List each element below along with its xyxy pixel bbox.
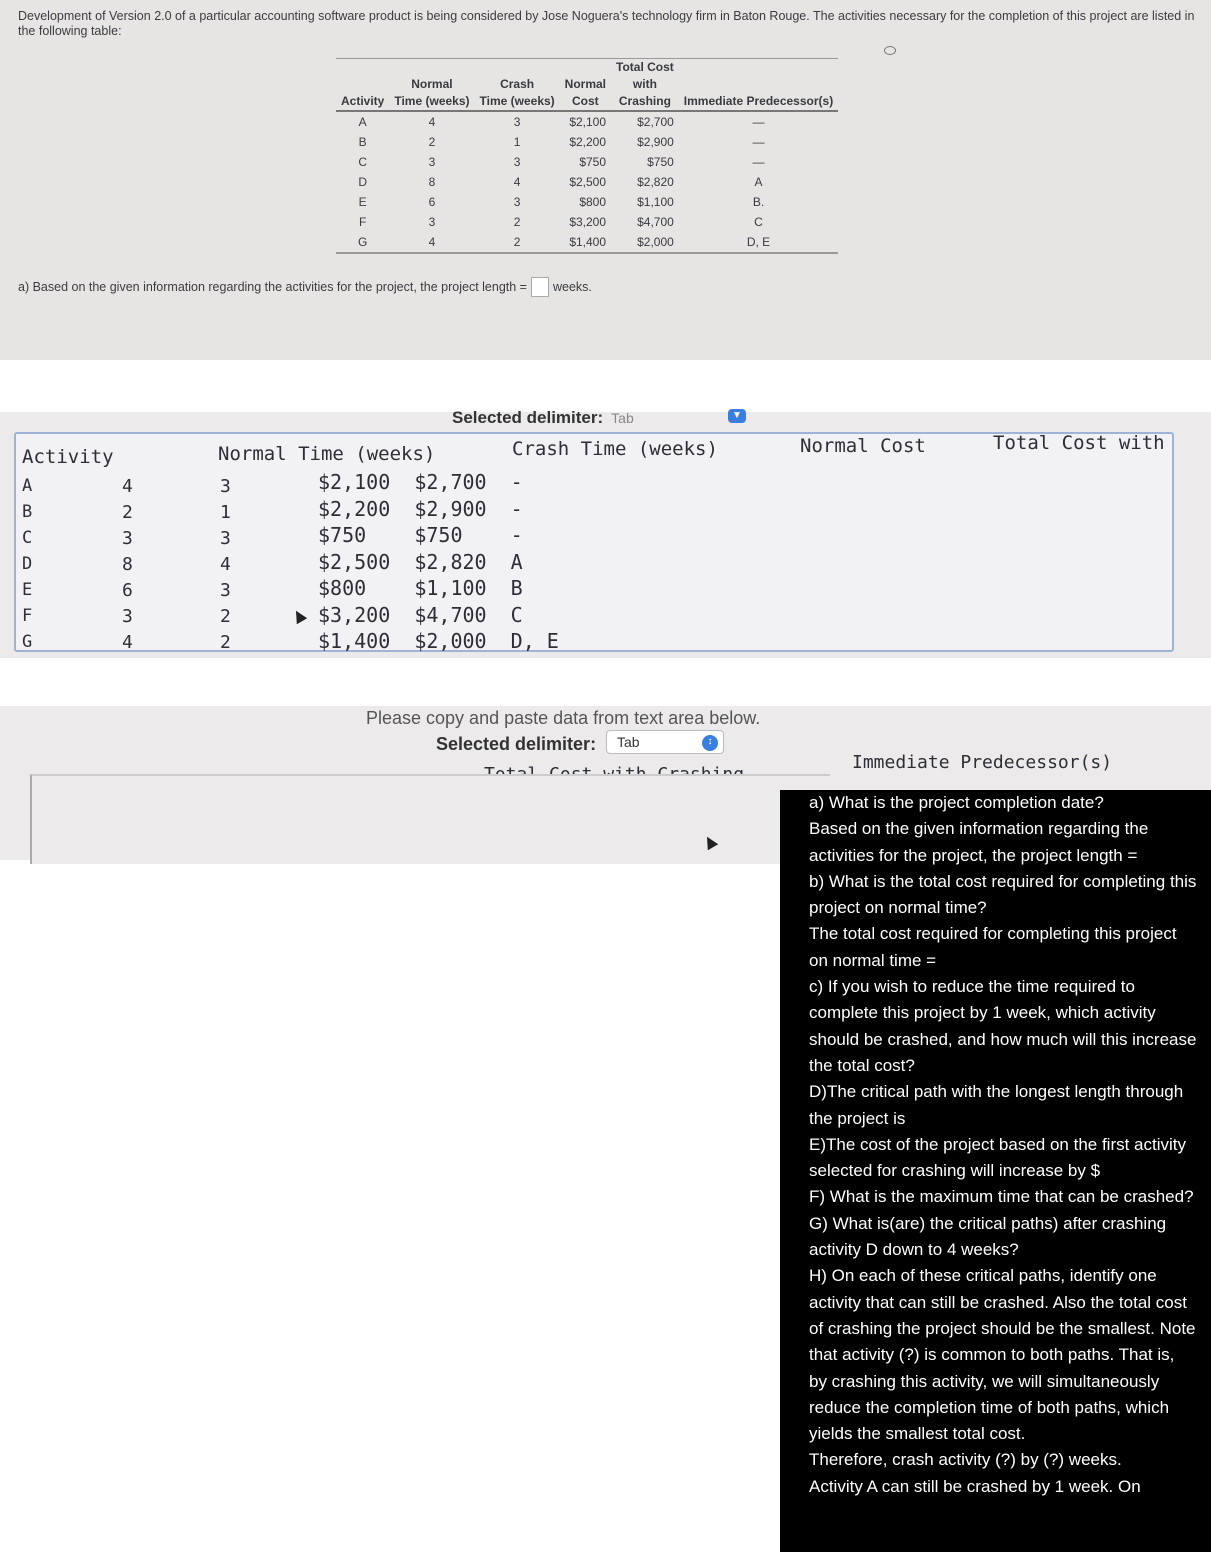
link-icon (884, 46, 896, 55)
cell-normal-cost: $750 (579, 155, 607, 169)
cell-normal-time: 3 (428, 215, 436, 229)
cell-pred: B. (752, 195, 765, 209)
header-cost: Cost (560, 93, 611, 111)
cell-normal-cost: $2,500 (569, 175, 607, 189)
cell-normal-time: 4 (428, 115, 436, 129)
col_costs-cell: $2,200 $2,900 - (318, 496, 523, 521)
letters-cell: C (22, 528, 33, 548)
question-line: H) On each of these critical paths, identify one activity that can still be crashed. Also the total cost of crashing the project should be the smallest. Note that activity (?) is common to both paths. That is, by crashing this activity, we will simultaneously reduce the completion time of both paths, which yields the smallest total cost. (809, 1266, 1196, 1444)
cell-normal-time: 3 (428, 155, 436, 169)
table-row (336, 192, 838, 212)
col_crash-cell: 4 (220, 554, 231, 575)
header-crash-time: Time (weeks) (475, 93, 560, 111)
cell-activity: B (358, 135, 367, 149)
table-row (336, 212, 838, 232)
question-line: a) What is the project completion date? (809, 793, 1104, 812)
delimiter-select-value: Tab (617, 734, 640, 750)
cell-pred: — (752, 155, 765, 169)
letters-cell: D (22, 554, 33, 574)
pasted-text-area[interactable] (14, 432, 1174, 652)
cell-crash-time: 3 (513, 195, 521, 209)
cell-pred: C (754, 215, 763, 229)
col_normal-cell: 8 (122, 554, 133, 575)
col_normal-cell: 3 (122, 606, 133, 627)
paste-instruction: Please copy and paste data from text area below. (366, 708, 761, 728)
paste-text-area[interactable] (30, 774, 830, 864)
header-normal-time: Time (weeks) (389, 93, 474, 111)
cell-crash-cost: $750 (647, 155, 674, 169)
cell-crash-cost: $2,820 (637, 175, 674, 189)
col_crash-cell: 3 (220, 476, 231, 497)
question-line: Therefore, crash activity (?) by (?) weeks. (809, 1450, 1122, 1470)
col-header-crash-time: Crash Time (weeks) (512, 438, 718, 460)
cell-crash-time: 3 (513, 115, 521, 129)
cell-pred: A (754, 175, 763, 189)
cell-crash-time: 2 (475, 232, 560, 253)
cell-crash-time: 3 (513, 155, 521, 169)
chevron-down-icon[interactable]: ▼ (728, 409, 746, 423)
col_normal-cell: 2 (122, 502, 133, 523)
col_normal-cell: 4 (122, 476, 133, 497)
cell-crash-time: 4 (513, 175, 521, 189)
cell-normal-time: 4 (389, 232, 474, 253)
col_normal-cell: 4 (122, 632, 133, 653)
cell-activity: F (359, 215, 367, 229)
cell-crash-cost: $1,100 (637, 195, 674, 209)
problem-intro: Development of Version 2.0 of a particular accounting software product is being considered by Jose Noguera's technology firm in Baton Rouge. The activities necessary for the completion of this project are listed in the following table: (18, 9, 1195, 38)
col-header-total-cost: Total Cost with (993, 432, 1165, 454)
cell-pred: — (752, 115, 765, 129)
textbook-panel (0, 0, 1211, 360)
letters-cell: F (22, 606, 33, 626)
cell-normal-cost: $1,400 (560, 232, 611, 253)
col_crash-cell: 3 (220, 528, 231, 549)
header-crashing: Crashing (611, 93, 679, 111)
col_crash-cell: 2 (220, 632, 231, 653)
col_crash-cell: 1 (220, 502, 231, 523)
question-line: c) If you wish to reduce the time required to complete this project by 1 week, which activity should be crashed, and how much will this increase the total cost? (809, 977, 1197, 1075)
header-normal-cost-top: Normal (564, 77, 607, 91)
question-a-suffix: weeks. (552, 280, 592, 294)
header-with: with (632, 77, 657, 91)
cell-normal-time: 8 (428, 175, 436, 189)
col_crash-cell: 2 (220, 606, 231, 627)
col_normal-cell: 3 (122, 528, 133, 549)
pasted-data-panel (0, 408, 1211, 658)
cell-crash-cost: $2,000 (611, 232, 679, 253)
activity-table (336, 58, 838, 254)
question-line: F) What is the maximum time that can be crashed? (809, 1187, 1194, 1207)
question-line: The total cost required for completing this project on normal time = (809, 924, 1177, 970)
stepper-icon: ↕ (702, 735, 718, 751)
col_costs-cell: $3,200 $4,700 C (318, 602, 523, 627)
question-line: Activity A can still be crashed by 1 week. On (809, 1476, 1141, 1496)
col_costs-cell: $2,500 $2,820 A (318, 549, 523, 574)
project-length-input[interactable] (531, 277, 549, 297)
cell-crash-cost: $2,700 (637, 115, 674, 129)
cell-crash-time: 2 (513, 215, 521, 229)
question-line: G) What is(are) the critical paths) after crashing activity D down to 4 weeks? (809, 1213, 1167, 1260)
question-a-line (18, 277, 592, 297)
letters-cell: E (22, 580, 33, 600)
cell-pred: — (752, 135, 765, 149)
question-a-prefix: a) Based on the given information regarding the activities for the project, the project length = (18, 280, 527, 294)
questions-box (780, 790, 1211, 1552)
col_costs-cell: $2,100 $2,700 - (318, 470, 523, 494)
cell-normal-cost: $3,200 (569, 215, 607, 229)
col_costs-cell: $1,400 $2,000 D, E (318, 629, 559, 653)
col_costs-cell: $800 $1,100 B (318, 576, 523, 600)
cell-normal-cost: $2,200 (569, 135, 607, 149)
col-header-predecessors: Immediate Predecessor(s) (852, 752, 1113, 773)
delimiter-label: Selected delimiter: (452, 408, 604, 427)
cell-pred: D, E (679, 232, 838, 253)
cell-normal-cost: $800 (579, 195, 607, 209)
cell-normal-time: 2 (428, 135, 436, 149)
header-normal: Normal (411, 77, 453, 91)
header-crash: Crash (500, 77, 535, 91)
cell-activity: D (358, 175, 368, 189)
question-line: b) What is the total cost required for completing this project on normal time? (809, 871, 1197, 918)
cell-crash-cost: $4,700 (637, 215, 674, 229)
table-row (336, 152, 838, 172)
col-header-activity: Activity (22, 446, 114, 468)
question-line: D)The critical path with the longest length through the project is (809, 1082, 1184, 1128)
question-line: Based on the given information regarding the activities for the project, the project length = (809, 819, 1149, 865)
table-row (336, 172, 838, 192)
letters-cell: A (22, 476, 33, 496)
delimiter-value[interactable]: Tab (611, 410, 634, 426)
question-line: E)The cost of the project based on the first activity selected for crashing will increase by $ (809, 1134, 1187, 1181)
col-header-normal-cost: Normal Cost (800, 435, 926, 457)
col_costs-cell: $750 $750 - (318, 523, 523, 547)
cell-activity: G (336, 232, 389, 253)
cell-crash-cost: $2,900 (637, 135, 674, 149)
col-header-normal-time: Normal Time (weeks) (218, 443, 436, 465)
header-activity: Activity (336, 93, 389, 111)
letters-cell: G (22, 632, 33, 652)
delimiter-select[interactable] (606, 730, 724, 754)
table-row (336, 132, 838, 152)
delimiter-row (452, 408, 634, 428)
delimiter-label: Selected delimiter: (436, 734, 597, 754)
col_crash-cell: 3 (220, 580, 231, 601)
cell-activity: C (358, 155, 368, 169)
header-predecessors: Immediate Predecessor(s) (679, 93, 838, 111)
letters-cell: B (22, 502, 33, 522)
cell-activity: E (358, 195, 367, 209)
header-total-cost: Total Cost (611, 59, 679, 77)
cell-activity: A (358, 115, 367, 129)
col_normal-cell: 6 (122, 580, 133, 601)
cell-normal-time: 6 (428, 195, 436, 209)
table-row (336, 232, 838, 253)
table-row (336, 111, 838, 132)
cell-crash-time: 1 (513, 135, 521, 149)
cell-normal-cost: $2,100 (569, 115, 607, 129)
